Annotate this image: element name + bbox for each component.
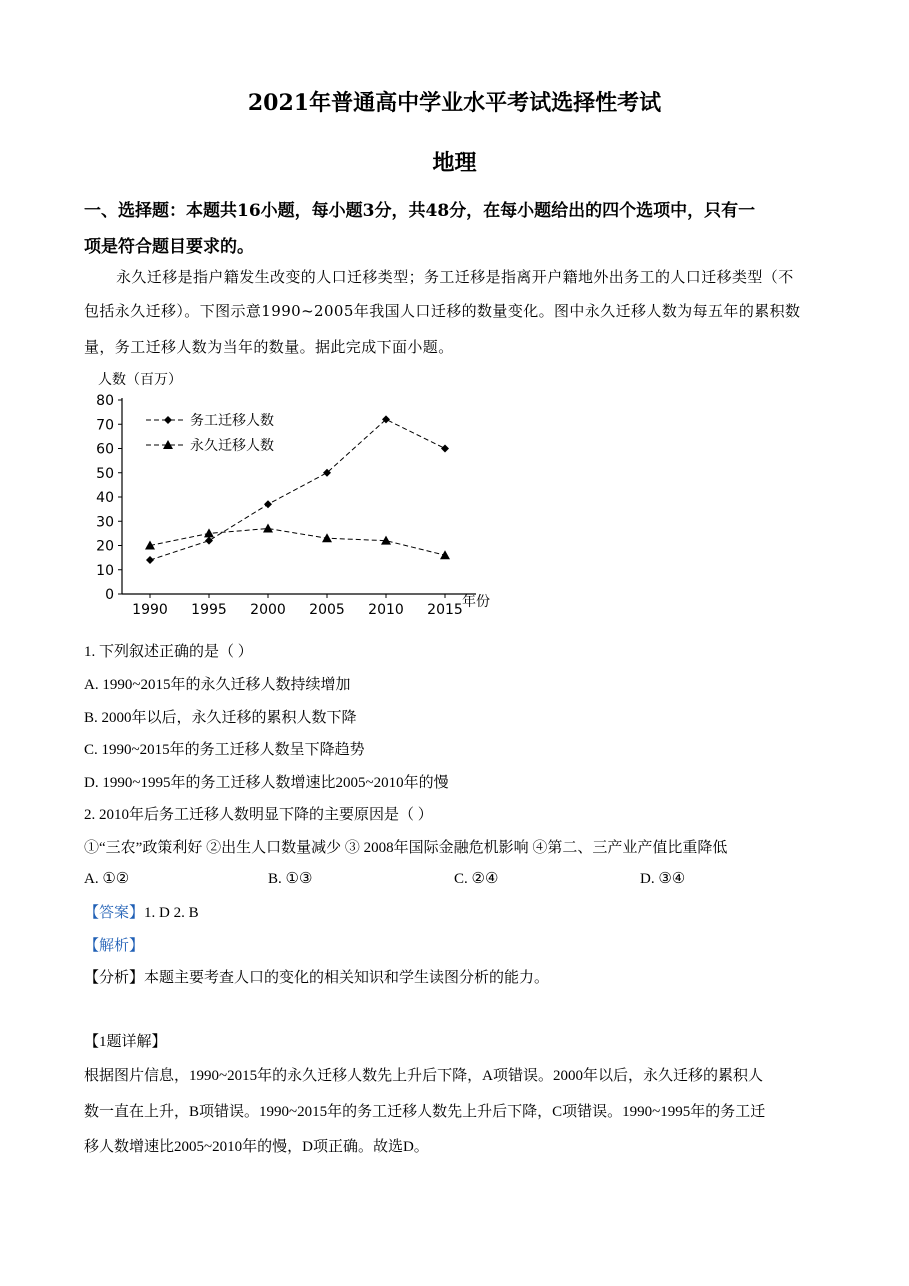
legend-label-2: 永久迁移人数 bbox=[190, 438, 274, 454]
migration-line-chart bbox=[84, 368, 504, 618]
q1-option-a: A. 1990~2015年的永久迁移人数持续增加 bbox=[84, 677, 351, 693]
data-point-series-2 bbox=[440, 550, 450, 559]
series-line-2 bbox=[150, 529, 445, 556]
intro-line3: 量，务工迁移人数为当年的数量。据此完成下面小题。 bbox=[84, 338, 454, 356]
data-point-series-1 bbox=[441, 445, 449, 453]
data-point-series-2 bbox=[204, 528, 214, 537]
y-tick-label: 80 bbox=[96, 393, 114, 409]
intro-line1: 永久迁移是指户籍发生改变的人口迁移类型；务工迁移是指离开户籍地外出务工的人口迁移类型（不 bbox=[116, 268, 794, 286]
analysis-summary: 【分析】本题主要考查人口的变化的相关知识和学生读图分析的能力。 bbox=[84, 970, 550, 986]
x-tick-label: 2005 bbox=[309, 602, 345, 618]
y-tick-label: 60 bbox=[96, 441, 114, 458]
q2-factors: ①“三农”政策利好 ②出生人口数量减少 ③ 2008年国际金融危机影响 ④第二、三产业产值比重降低 bbox=[84, 840, 728, 856]
q2-option-a: A. ①② bbox=[84, 871, 130, 887]
analysis-tag: 【解析】 bbox=[84, 938, 145, 954]
q1-detail-tag: 【1题详解】 bbox=[84, 1034, 167, 1050]
q2-option-c: C. ②④ bbox=[454, 871, 499, 887]
data-point-series-1 bbox=[146, 556, 154, 564]
x-tick-label: 1995 bbox=[191, 602, 227, 618]
x-tick-label: 2000 bbox=[250, 602, 286, 618]
answer-tag: 【答案】 bbox=[84, 905, 145, 921]
x-tick-label: 2010 bbox=[368, 602, 404, 618]
q2-stem: 2. 2010年后务工迁移人数明显下降的主要原因是（ ） bbox=[84, 807, 433, 823]
q2-option-d: D. ③④ bbox=[640, 871, 686, 887]
q1-detail-line3: 移人数增速比2005~2010年的慢，D项正确。故选D。 bbox=[84, 1139, 429, 1155]
y-tick-label: 70 bbox=[96, 417, 114, 434]
data-point-series-1 bbox=[264, 500, 272, 508]
y-tick-label: 40 bbox=[96, 490, 114, 506]
data-point-series-2 bbox=[263, 524, 273, 533]
answer-line bbox=[84, 901, 199, 922]
q1-detail-line1: 根据图片信息，1990~2015年的永久迁移人数先上升后下降，A项错误。2000年以后，永久迁移的累积人 bbox=[84, 1068, 763, 1084]
legend-marker-1 bbox=[164, 416, 172, 424]
data-point-series-1 bbox=[205, 537, 213, 545]
y-tick-label: 20 bbox=[96, 538, 114, 555]
q1-stem: 1. 下列叙述正确的是（ ） bbox=[84, 644, 253, 660]
exam-title: 2021年普通高中学业水平考试选择性考试 bbox=[247, 90, 662, 116]
q1-option-d: D. 1990~1995年的务工迁移人数增速比2005~2010年的慢 bbox=[84, 775, 449, 791]
data-point-series-2 bbox=[322, 533, 332, 542]
section-heading-line1: 一、选择题：本题共16小题，每小题3分，共48分，在每小题给出的四个选项中，只有一 bbox=[84, 201, 756, 221]
answer-text: 1. D 2. B bbox=[144, 905, 199, 921]
intro-line2: 包括永久迁移）。下图示意1990~2005年我国人口迁移的数量变化。图中永久迁移人数为每五年的累积数 bbox=[84, 302, 801, 320]
x-axis-label: 年份 bbox=[462, 594, 490, 610]
subject-title: 地理 bbox=[432, 150, 477, 176]
q1-detail-line2: 数一直在上升，B项错误。1990~2015年的务工迁移人数先上升后下降，C项错误。1990~1995年的务工迁 bbox=[84, 1104, 766, 1120]
y-axis-label: 人数（百万） bbox=[98, 372, 182, 388]
y-tick-label: 10 bbox=[96, 562, 114, 579]
q2-option-b: B. ①③ bbox=[268, 871, 313, 887]
y-tick-label: 0 bbox=[105, 587, 114, 603]
section-heading-line2: 项是符合题目要求的。 bbox=[84, 237, 254, 257]
q1-option-c: C. 1990~2015年的务工迁移人数呈下降趋势 bbox=[84, 742, 365, 758]
q1-option-b: B. 2000年以后，永久迁移的累积人数下降 bbox=[84, 710, 357, 726]
y-tick-label: 30 bbox=[96, 514, 114, 531]
x-tick-label: 1990 bbox=[132, 602, 168, 618]
x-tick-label: 2015 bbox=[427, 602, 463, 618]
legend-label-1: 务工迁移人数 bbox=[190, 413, 274, 429]
y-tick-label: 50 bbox=[96, 465, 114, 482]
